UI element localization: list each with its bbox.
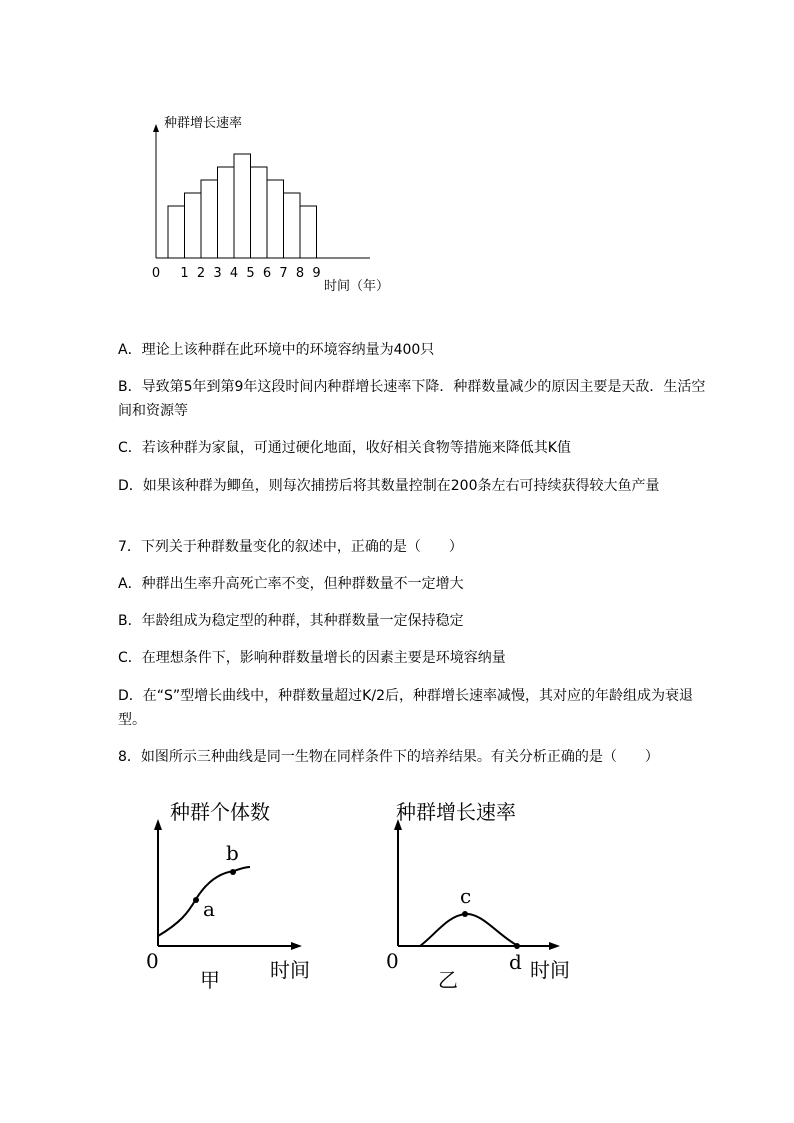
bar-year-6: [251, 167, 268, 258]
x-tick-label: 9: [312, 266, 321, 281]
x-tick-label: 2: [196, 266, 206, 281]
q7-option-b: B．年龄组成为稳定型的种群，其种群数量一定保持稳定: [118, 613, 464, 629]
yi-origin: 0: [386, 949, 399, 973]
bar-year-9: [300, 206, 317, 258]
chart-jia: [140, 795, 330, 995]
bar-year-5: [234, 154, 251, 258]
x-axis-label: 时间（年）: [324, 279, 390, 294]
bar-year-7: [267, 180, 284, 258]
x-tick-label: 6: [262, 266, 272, 281]
q6-option-d: D．如果该种群为鲫鱼，则每次捕捞后将其数量控制在200条左右可持续获得较大鱼产量: [118, 478, 660, 494]
jia-point-a: [193, 897, 199, 903]
q7-stem: 7．下列关于种群数量变化的叙述中，正确的是（ ）: [118, 539, 463, 555]
bar-year-2: [185, 193, 202, 258]
yi-point-d: [514, 943, 520, 949]
bar-year-1: [168, 206, 185, 258]
jia-y-arrow: [154, 819, 162, 830]
x-tick-label: 3: [213, 266, 222, 281]
yi-label-c: c: [460, 884, 472, 908]
jia-y-label: 种群个体数: [170, 800, 270, 824]
q7-option-d: D．在“S”型增长曲线中，种群数量超过K/2后，种群增长速率减慢，其对应的年龄组成为衰退型。: [118, 688, 693, 728]
jia-label-b: b: [226, 841, 239, 865]
q6-option-b: B．导致第5年到第9年这段时间内种群增长速率下降．种群数量减少的原因主要是天敌．生活空间和资源等: [118, 379, 706, 419]
q6-option-c: C．若该种群为家鼠，可通过硬化地面，收好相关食物等措施来降低其K值: [118, 440, 571, 456]
jia-origin: 0: [146, 949, 159, 973]
bar-year-3: [201, 180, 218, 258]
yi-point-c: [462, 911, 468, 917]
jia-x-label: 时间: [270, 958, 310, 982]
x-tick-label: 7: [279, 266, 288, 281]
bar-year-4: [218, 167, 235, 258]
y-axis-arrow: [153, 124, 159, 132]
yi-x-arrow: [549, 942, 560, 950]
x-tick-label: 1: [180, 266, 189, 281]
yi-curve: [420, 914, 518, 946]
x-tick-label: 0: [151, 266, 161, 281]
bar-year-8: [284, 193, 301, 258]
bar-chart: [140, 110, 400, 300]
jia-label-a: a: [203, 897, 215, 921]
y-axis-label: 种群增长速率: [164, 116, 243, 131]
q6-option-a: A．理论上该种群在此环境中的环境容纳量为400只: [118, 342, 435, 358]
yi-label-d: d: [509, 950, 522, 974]
yi-y-label: 种群增长速率: [396, 800, 516, 824]
x-tick-label: 5: [246, 266, 255, 281]
jia-x-arrow: [291, 942, 302, 950]
q7-option-c: C．在理想条件下，影响种群数量增长的因素主要是环境容纳量: [118, 650, 506, 666]
chart-yi: [380, 795, 590, 995]
jia-title: 甲: [200, 968, 220, 992]
yi-x-label: 时间: [530, 958, 570, 982]
q7-option-a: A．种群出生率升高死亡率不变，但种群数量不一定增大: [118, 576, 464, 592]
x-tick-label: 4: [229, 266, 239, 281]
q8-stem: 8．如图所示三种曲线是同一生物在同样条件下的培养结果。有关分析正确的是（ ）: [118, 749, 659, 765]
yi-title: 乙: [438, 968, 458, 992]
x-tick-label: 8: [295, 266, 305, 281]
jia-point-b: [230, 869, 236, 875]
